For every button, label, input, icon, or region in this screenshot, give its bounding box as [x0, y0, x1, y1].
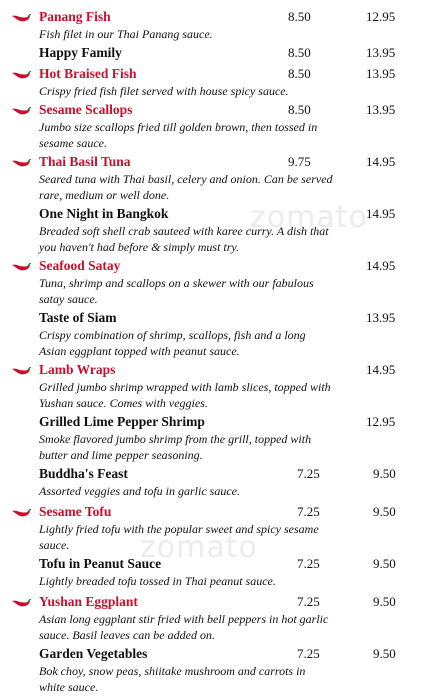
menu-item-header	[0, 153, 428, 171]
menu-item	[0, 361, 428, 410]
menu-item	[0, 65, 428, 98]
lunch-price: 8.50	[288, 102, 311, 117]
menu-item-name: Taste of Siam	[39, 310, 117, 325]
lunch-price: 8.50	[288, 9, 311, 24]
menu-item-header	[0, 645, 428, 663]
menu-item-name: Thai Basil Tuna	[39, 154, 131, 169]
menu-item-description: Asian long eggplant stir fried with bell peppers in hot garlic	[39, 612, 329, 626]
menu-item	[0, 8, 428, 41]
dinner-price: 9.50	[373, 646, 396, 661]
lunch-price: 9.75	[288, 154, 311, 169]
chili-pepper-icon	[11, 104, 31, 114]
dinner-price: 14.95	[366, 154, 396, 169]
watermark: zomato	[140, 530, 258, 565]
dinner-price: 14.95	[366, 258, 396, 273]
menu-item	[0, 555, 428, 588]
lunch-price: 7.25	[297, 556, 320, 571]
menu-item-header	[0, 309, 428, 327]
watermark: zomato	[250, 200, 368, 235]
lunch-price: 8.50	[288, 45, 311, 60]
menu-item-header	[0, 593, 428, 611]
menu-item-header	[0, 555, 428, 573]
chili-pepper-icon	[11, 11, 31, 21]
menu-item-description: white sauce.	[39, 680, 99, 694]
menu-item-name: Sesame Scallops	[39, 102, 133, 117]
menu-item-description: you haven't had before & simply must try.	[39, 240, 240, 254]
menu-item-description: Bok choy, snow peas, shiitake mushroom and carrots in	[39, 664, 306, 678]
menu-item-description: Breaded soft shell crab sauteed with karee curry. A dish that	[39, 224, 329, 238]
menu-item-description: Lightly fried tofu with the popular sweet and spicy sesame	[39, 522, 319, 536]
menu-item-name: Panang Fish	[39, 9, 111, 24]
menu-item-description: Asian eggplant topped with peanut sauce.	[39, 344, 240, 358]
menu-item-header	[0, 361, 428, 379]
lunch-price: 7.25	[297, 594, 320, 609]
menu-item-description: sauce.	[39, 538, 70, 552]
menu-item-description: satay sauce.	[39, 292, 98, 306]
menu-item	[0, 645, 428, 694]
menu-item	[0, 257, 428, 306]
menu-item-name: Hot Braised Fish	[39, 66, 137, 81]
menu-item-name: Lamb Wraps	[39, 362, 116, 377]
dinner-price: 13.95	[366, 102, 396, 117]
dinner-price: 13.95	[366, 45, 396, 60]
menu-item-description: rare, medium or well done.	[39, 188, 170, 202]
lunch-price: 7.25	[297, 466, 320, 481]
chili-pepper-icon	[11, 506, 31, 516]
dinner-price: 9.50	[373, 556, 396, 571]
menu-item-description: Tuna, shrimp and scallops on a skewer with our fabulous	[39, 276, 314, 290]
lunch-price: 8.50	[288, 66, 311, 81]
menu-item-description: sesame sauce.	[39, 136, 107, 150]
menu-item-header	[0, 8, 428, 26]
chili-pepper-icon	[11, 68, 31, 78]
chili-pepper-icon	[11, 596, 31, 606]
menu-item-header	[0, 413, 428, 431]
menu-item	[0, 465, 428, 498]
menu-item-name: Tofu in Peanut Sauce	[39, 556, 162, 571]
menu-item-header	[0, 205, 428, 223]
menu-item	[0, 44, 428, 62]
lunch-price: 7.25	[297, 646, 320, 661]
menu-item-header	[0, 465, 428, 483]
menu-item-description: Jumbo size scallops fried till golden brown, then tossed in	[39, 120, 318, 134]
menu-item-description: Grilled jumbo shrimp wrapped with lamb slices, topped with	[39, 380, 331, 394]
menu-item-name: Seafood Satay	[39, 258, 121, 273]
chili-pepper-icon	[11, 260, 31, 270]
menu-item	[0, 413, 428, 462]
dinner-price: 12.95	[366, 9, 396, 24]
dinner-price: 13.95	[366, 310, 396, 325]
menu-item-header	[0, 44, 428, 62]
menu-item	[0, 309, 428, 358]
menu-item-description: Crispy combination of shrimp, scallops, fish and a long	[39, 328, 306, 342]
dinner-price: 14.95	[366, 362, 396, 377]
dinner-price: 13.95	[366, 66, 396, 81]
menu-item-description: Smoke flavored jumbo shrimp from the grill, topped with	[39, 432, 312, 446]
menu-item-name: Garden Vegetables	[39, 646, 148, 661]
dinner-price: 9.50	[373, 504, 396, 519]
menu-item-description: Seared tuna with Thai basil, celery and onion. Can be served	[39, 172, 333, 186]
menu-item	[0, 101, 428, 150]
menu-item-name: One Night in Bangkok	[39, 206, 169, 221]
dinner-price: 14.95	[366, 206, 396, 221]
menu-item-header	[0, 257, 428, 275]
menu-item-header	[0, 101, 428, 119]
chili-pepper-icon	[11, 156, 31, 166]
menu-item-description: Yushan sauce. Comes with veggies.	[39, 396, 208, 410]
menu-item-header	[0, 65, 428, 83]
menu-item-name: Sesame Tofu	[39, 504, 112, 519]
menu-item-name: Grilled Lime Pepper Shrimp	[39, 414, 205, 429]
menu-item-description: Lightly breaded tofu tossed in Thai peanut sauce.	[39, 574, 276, 588]
menu-item-description: Crispy fried fish filet served with house spicy sauce.	[39, 84, 289, 98]
menu-item	[0, 593, 428, 642]
menu-item-description: Fish filet in our Thai Panang sauce.	[39, 27, 213, 41]
menu-item-header	[0, 503, 428, 521]
menu-item	[0, 153, 428, 202]
menu-item-description: Assorted veggies and tofu in garlic sauce.	[39, 484, 240, 498]
menu-item	[0, 205, 428, 254]
menu-item-description: butter and lime pepper seasoning.	[39, 448, 203, 462]
dinner-price: 12.95	[366, 414, 396, 429]
menu-item-description: sauce. Basil leaves can be added on.	[39, 628, 215, 642]
dinner-price: 9.50	[373, 466, 396, 481]
menu-item-name: Happy Family	[39, 45, 122, 60]
menu-item-name: Yushan Eggplant	[39, 594, 138, 609]
menu-item-name: Buddha's Feast	[39, 466, 128, 481]
chili-pepper-icon	[11, 364, 31, 374]
lunch-price: 7.25	[297, 504, 320, 519]
dinner-price: 9.50	[373, 594, 396, 609]
